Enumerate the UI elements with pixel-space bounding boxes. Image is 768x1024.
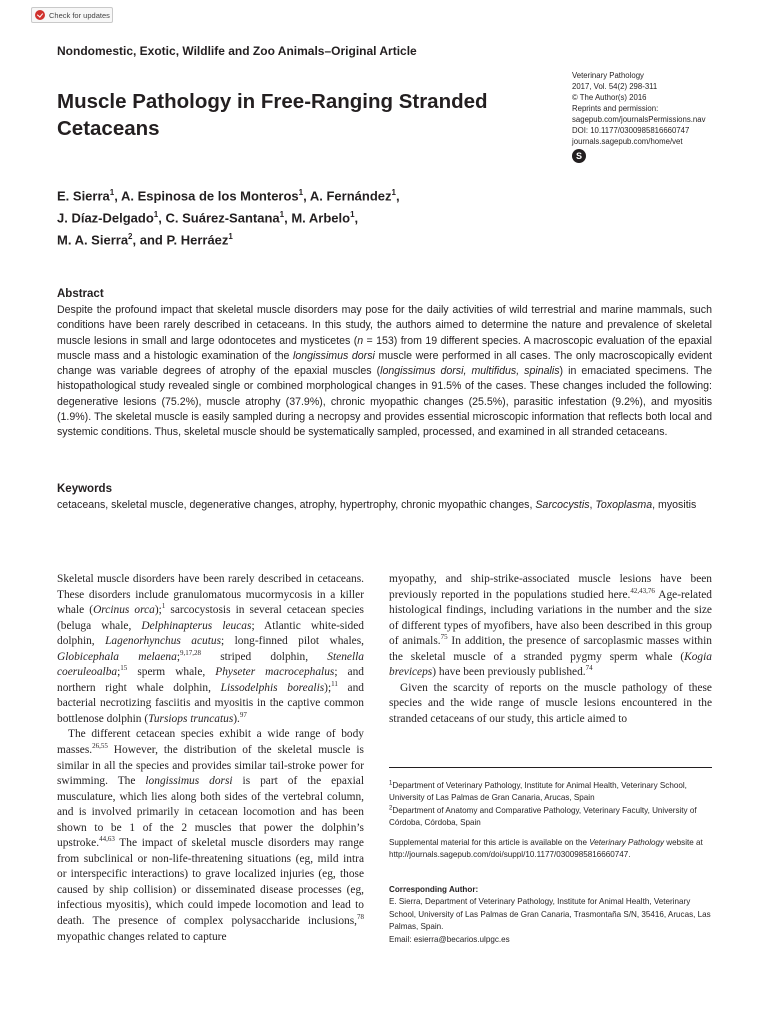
authors-and: and [139,231,163,247]
author-name: E. Sierra [57,188,110,204]
body-column-right [389,572,712,727]
supplemental-note: Supplemental material for this article is available on the Veterinary Pathology website at http://journals.sagepub.com/doi/suppl/10.1177/0300985816660747. [389,838,703,860]
keywords-text: cetaceans, skeletal muscle, degenerative changes, atrophy, hypertrophy, chronic myopathic changes, Sarcocystis, Toxoplasma, myositis [57,499,697,511]
affiliations [389,780,712,830]
corresponding-author-heading: Corresponding Author: [389,885,479,894]
author-name: A. Espinosa de los Monteros [120,188,299,204]
citation-ref: 42,43,76 [630,586,655,595]
check-for-updates-label: Check for updates [49,10,110,20]
citation-ref: 75 [440,633,448,642]
reprints-line: Reprints and permission: [572,104,659,113]
author-affiliation: 1 [228,231,233,241]
citation-ref: 97 [239,711,247,720]
author-affiliation: 2 [128,231,133,241]
body-paragraph: The different cetacean species exhibit a wide range of body masses.$^{26,55}$ However, the distribution of the skeletal muscle is similar in all the species and provides similar tail-stroke power for swimming. The longissimus dorsi is part of the epaxial musculature, which lies along both sides of the vertebral column, and is involved primarily in cetacean locomotion and has been shown to be 1 of the 2 muscles that power the dolphin’s upstroke.$^{44,63}$ The impact of skeletal muscle disorders may range from subclinical or non-life-threatening situations (eg, mild intra or interspecific interactions) to grave localized injuries (eg, those caused by ship collision) or disseminated disease processes (eg, infectious myositis), which could impede locomotion and lead to death. The presence of complex polysaccharide inclusions,$^{78}$ myopathic changes related to capture [57,728,364,943]
citation-ref: 78 [357,913,364,922]
permissions-link[interactable]: sagepub.com/journalsPermissions.nav [572,115,706,124]
corresponding-author [389,884,712,946]
journal-meta [572,70,705,163]
author-name: M. A. Sierra [57,231,129,247]
article-section-label: Nondomestic, Exotic, Wildlife and Zoo Animals–Original Article [57,44,417,58]
citation-ref: 11 [331,680,338,689]
author-affiliation: 1 [153,209,159,219]
body-paragraph: Given the scarcity of reports on the muscle pathology of these species and the wide range of muscle lesions encountered in the stranded cetaceans of our study, this article aimed to [389,681,712,725]
check-for-updates-badge[interactable] [31,7,113,23]
author-name: J. Díaz-Delgado [57,210,154,226]
author-name: C. Suárez-Santana [165,210,280,226]
author-name: P. Herráez [166,231,229,247]
affiliation-1: $^1$Department of Veterinary Pathology, Institute for Animal Health, Veterinary School, University of Las Palmas de Gran Canaria, Arucas, Spain [389,780,687,803]
author-affiliation: 1 [298,188,304,197]
citation-ref: 26,55 [92,742,108,751]
abstract-text: Despite the profound impact that skeletal muscle disorders may pose for the daily activities of wild terrestrial and marine mammals, such conditions have been rarely described in cetaceans. In this study, the authors aimed to determine the nature and prevalence of skeletal muscle lesions in small and large odontocetes and mysticetes (n = 153) from 19 different species. A macroscopic evaluation of the epaxial muscle mass and a histologic examination of the longissimus dorsi muscle were performed in all cases. The only macroscopically evident change was variable degrees of atrophy of the epaxial muscles (longissimus dorsi, multifidus, spinalis) in emaciated specimens. The histopathological study revealed single or combined morphological changes in 91.5% of the cases. These changes included the following: degenerative lesions (75.2%), muscle atrophy (37.9%), chronic myopathic changes (25.5%), parasitic infestation (9.2%), and myositis (1.9%). The skeletal muscle is easily sampled during a necropsy and provides essential microscopic information that reflects both local and systemic conditions. Thus, skeletal muscle should be systematically sampled, processed, and examined in all stranded cetaceans. [57,304,712,439]
journal-volume: 2017, Vol. 54(2) 298-311 [572,82,658,91]
citation-ref: 1 [161,602,166,611]
journal-home-link[interactable]: journals.sagepub.com/home/vet [572,137,683,146]
author-affiliation: 1 [279,209,285,219]
citation-ref: 74 [585,664,593,673]
body-paragraph: Skeletal muscle disorders have been rarely described in cetaceans. These disorders include granulomatous mucormycosis in a killer whale (Orcinus orca);$^1$ sarcocystosis in several cetacean species (beluga whale, Delphinapterus leucas; Atlantic white-sided dolphin, Lagenorhynchus acutus; long-finned pilot whales, Globicephala melaena;$^{9,17,28}$ striped dolphin, Stenella coeruleoalba;$^{15}$ sperm whale, Physeter macrocephalus; and northern right whale dolphin, Lissodelphis borealis);$^{11}$ and bacterial necrotizing fasciitis and myositis in the captive common bottlenose dolphin (Tursiops truncatus).$^{97}$ [57,573,365,725]
abstract-heading: Abstract [57,288,104,300]
sage-logo-icon: S [572,149,586,163]
author-list: E. Sierra$^1$, A. Espinosa de los Monteros$^1$, A. Fernández$^1$, J. Díaz-Delgado$^1$, C. Suárez-Santana$^1$, M. Arbelo$^1$, M. A. Sierra$^2$, and P. Herráez$^1$ [57,188,400,247]
author-name: M. Arbelo [291,210,351,226]
corresponding-author-address: E. Sierra, Department of Veterinary Pathology, Institute for Animal Health, Veterinary School, University of Las Palmas de Gran Canaria, Trasmontaña S/N, 35416, Arucas, Las Palmas, Spain. [389,897,711,932]
keywords-heading: Keywords [57,483,112,495]
corresponding-author-email[interactable]: Email: esierra@becarios.ulpgc.es [389,934,510,944]
citation-ref: 15 [120,664,128,673]
journal-name: Veterinary Pathology [572,71,644,80]
doi-line[interactable]: DOI: 10.1177/0300985816660747 [572,126,690,135]
citation-ref: 44,63 [99,835,115,844]
article-title: Muscle Pathology in Free-Ranging Stranded Cetaceans [57,90,488,140]
author-affiliation: 1 [109,188,115,197]
affiliation-2: $^2$Department of Anatomy and Comparative Pathology, Veterinary Faculty, University of Córdoba, Córdoba, Spain [389,805,697,828]
body-paragraph: myopathy, and ship-strike-associated muscle lesions have been previously reported in the populations studied here.$^{42,43,76}$ Age-related histological findings, including variations in the number and the size of different types of myofibers, have also been described in this group of animals.$^{75}$ In addition, the presence of sarcoplasmic masses within the skeletal muscle of a stranded pygmy sperm whale (Kogia breviceps) have been previously published.$^{74}$ [389,573,712,679]
citation-ref: 9,17,28 [179,648,201,657]
author-affiliation: 1 [391,188,396,197]
author-affiliation: 1 [350,209,355,219]
author-name: A. Fernández [309,188,392,204]
checkmark-badge-icon [35,10,45,20]
body-column-left [57,572,364,945]
footnote-divider [389,767,712,768]
copyright-line: © The Author(s) 2016 [572,93,647,102]
